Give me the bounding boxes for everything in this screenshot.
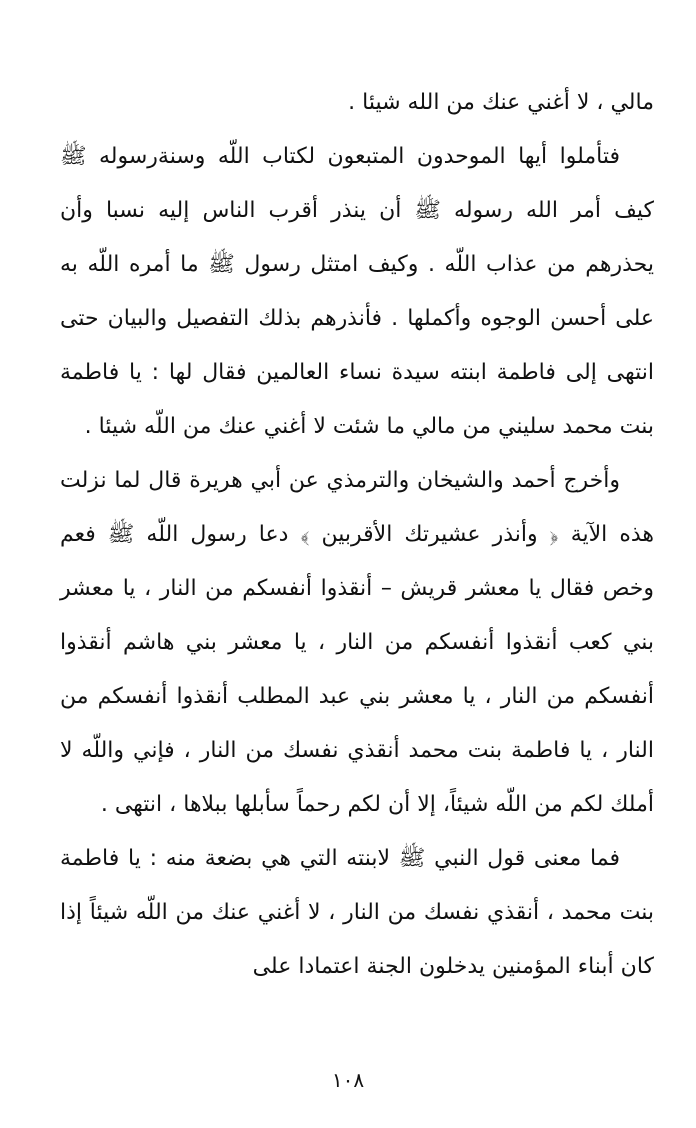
- paragraph-hadith: وأخرج أحمد والشيخان والترمذي عن أبي هريرة قال لما نزلت هذه الآية ﴿ وأنذر عشيرتك الأقربين ﴾ دعا رسول اللّه ﷺ فعم وخص فقال يا معشر قريش – أنقذوا أنفسكم من النار ، يا معشر بني كعب أنقذوا أنفسكم من النار ، يا معشر بني هاشم أنقذوا أنفسكم من النار ، يا معشر بني عبد المطلب أنقذوا أنفسكم من النار ، يا فاطمة بنت محمد أنقذي نفسك من النار ، فإني واللّه لا أملك لكم من اللّه شيئاً، إلا أن لكم رحماً سأبلها ببلاها ، انتهى .: [60, 468, 654, 817]
- paragraph-reflection: فتأملوا أيها الموحدون المتبعون لكتاب اللّه وسنةرسوله ﷺ كيف أمر الله رسوله ﷺ أن ينذر أقرب الناس إليه نسبا وأن يحذرهم من عذاب اللّه . وكيف امتثل رسول ﷺ ما أمره اللّه به على أحسن الوجوه وأكملها . فأنذرهم بذلك التفصيل والبيان حتى انتهى إلى فاطمة ابنته سيدة نساء العالمين فقال لها : يا فاطمة بنت محمد سليني من مالي ما شئت لا أغني عنك من اللّه شيئا .: [60, 144, 654, 439]
- paragraph-question: فما معنى قول النبي ﷺ لابنته التي هي بضعة منه : يا فاطمة بنت محمد ، أنقذي نفسك من النار ، لا أغني عنك من اللّه شيئاً إذا كان أبناء المؤمنين يدخلون الجنة اعتمادا على: [60, 846, 654, 979]
- paragraph-continuation: مالي ، لا أغني عنك من الله شيئا .: [348, 90, 654, 115]
- page-body-text: [60, 76, 654, 994]
- page-number: ١٠٨: [331, 1068, 365, 1092]
